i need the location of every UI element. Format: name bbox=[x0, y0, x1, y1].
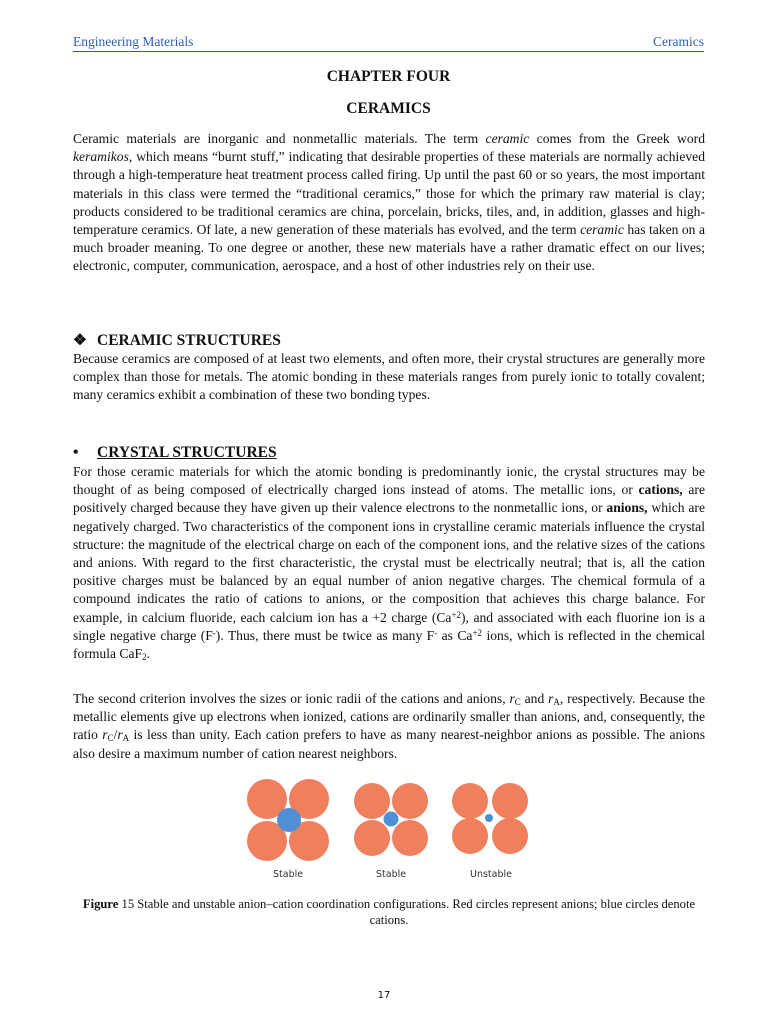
section-heading-ceramic-structures: ❖ CERAMIC STRUCTURES bbox=[73, 332, 281, 349]
cation bbox=[277, 808, 301, 832]
anion bbox=[392, 820, 428, 856]
figure-label-stable-2: Stable bbox=[376, 869, 407, 880]
anion bbox=[452, 818, 488, 854]
cation bbox=[485, 814, 493, 822]
anion bbox=[354, 820, 390, 856]
page-header bbox=[73, 33, 704, 52]
anion bbox=[452, 783, 488, 819]
bullet-icon: • bbox=[73, 444, 79, 461]
anion bbox=[354, 783, 390, 819]
header-right-title: Ceramics bbox=[653, 34, 704, 49]
figure-caption: Figure 15 Stable and unstable anion–cation coordination configurations. Red circles represent anions; blue circles denote cations. bbox=[82, 897, 696, 927]
crystal-structures-paragraph-2: The second criterion involves the sizes or ionic radii of the cations and anions, $r_C$ and $r_A$, respectively. Because the metallic elements give up electrons when ionized, cations are ordinarily smaller than anions, and, consequently, the ratio $r_C/r_A$ is less than unity. Each cation prefers to have as many nearest-neighbor anions as possible. The anions also desire a maximum number of cation nearest neighbors. bbox=[73, 691, 705, 761]
anion bbox=[492, 783, 528, 819]
intro-paragraph: Ceramic materials are inorganic and nonmetallic materials. The term ceramic comes from the Greek word keramikos, which means “burnt stuff,” indicating that desirable properties of these materials are normally achieved through a high-temperature heat treatment process called firing. Up until the past 60 or so years, the most important materials in this class were termed the “traditional ceramics,” those for which the primary raw material is clay; products considered to be traditional ceramics are china, porcelain, bricks, tiles, and, in addition, glasses and high-temperature ceramics. Of late, a new generation of these materials has evolved, and the term ceramic has taken on a much broader meaning. To one degree or another, these new materials have a rather dramatic effect on our lives; electronic, computer, communication, aerospace, and a host of other industries rely on their use. bbox=[73, 131, 705, 274]
cation bbox=[384, 812, 399, 827]
anion bbox=[492, 818, 528, 854]
diamond-bullet-icon: ❖ bbox=[73, 332, 87, 349]
coordination-diagram bbox=[246, 778, 532, 868]
config-stable-1 bbox=[247, 779, 329, 861]
page-number: 17 bbox=[377, 990, 391, 1001]
anion bbox=[392, 783, 428, 819]
section-heading-crystal-structures: • CRYSTAL STRUCTURES bbox=[73, 444, 277, 461]
chapter-subtitle: CERAMICS bbox=[346, 100, 431, 117]
config-unstable bbox=[452, 783, 528, 854]
header-left-title: Engineering Materials bbox=[73, 34, 194, 49]
crystal-structures-paragraph-1: For those ceramic materials for which the atomic bonding is predominantly ionic, the crystal structures may be thought of as being composed of electrically charged ions instead of atoms. The metallic ions, or cations, are positively charged because they have given up their valence electrons to the nonmetallic ions, or anions, which are negatively charged. Two characteristics of the component ions in crystalline ceramic materials influence the crystal structure: the magnitude of the electrical charge on each of the component ions, and the relative sizes of the cations and anions. With regard to the first characteristic, the crystal must be electrically neutral; that is, all the cation positive charges must be balanced by an equal number of anion negative charges. The chemical formula of a compound indicates the ratio of cations to anions, or the composition that achieves this charge balance. For example, in calcium fluoride, each calcium ion has a +2 charge $(Ca^{+2})$, and associated with each fluorine ion is a single negative charge (F-). Thus, there must be twice as many F- as $Ca^{+2}$ ions, which is reflected in the chemical formula CaF$_2$. bbox=[73, 464, 705, 663]
ceramic-structures-paragraph: Because ceramics are composed of at least two elements, and often more, their crystal structures are generally more complex than those for metals. The atomic bonding in these materials ranges from purely ionic to totally covalent; many ceramics exhibit a combination of these two bonding types. bbox=[73, 351, 705, 403]
figure-label-unstable: Unstable bbox=[470, 869, 512, 880]
config-stable-2 bbox=[354, 783, 428, 856]
chapter-title: CHAPTER FOUR bbox=[326, 68, 451, 85]
figure-label-stable-1: Stable bbox=[273, 869, 304, 880]
coordination-figure bbox=[246, 778, 532, 884]
